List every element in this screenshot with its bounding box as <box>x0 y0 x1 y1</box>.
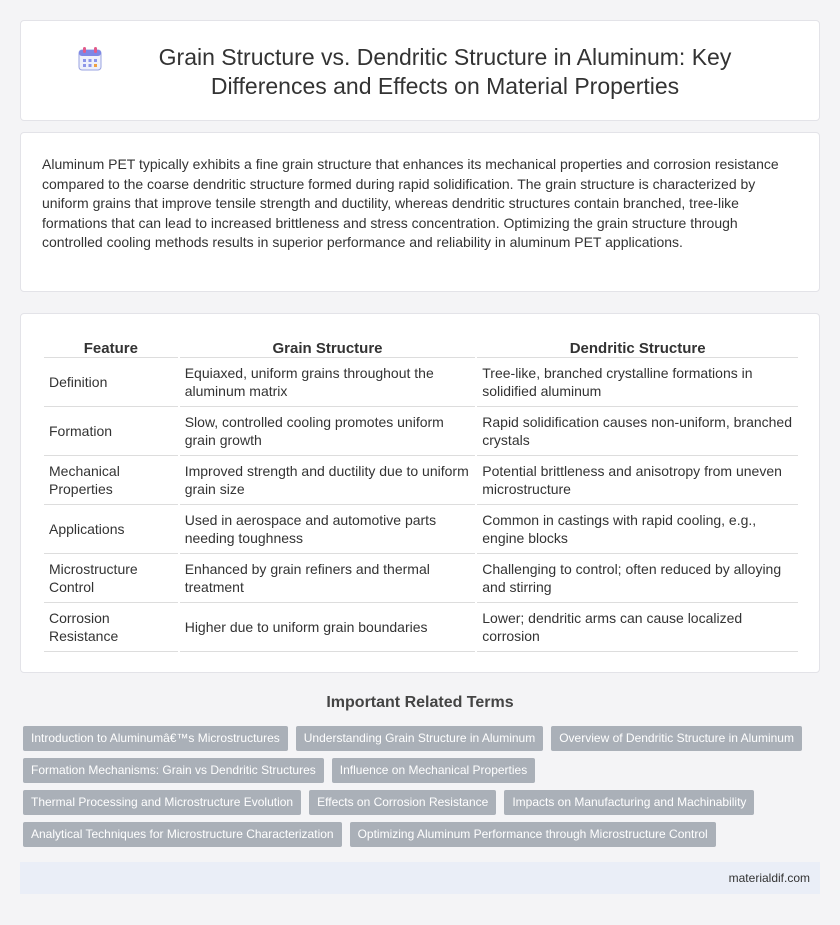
page-title: Grain Structure vs. Dendritic Structure in Aluminum: Key Differences and Effects on Material Properties <box>158 43 732 99</box>
grain-cell: Enhanced by grain refiners and thermal treatment <box>180 554 476 603</box>
tag-row <box>23 758 823 783</box>
table-header-row <box>44 336 798 358</box>
feature-cell: Definition <box>44 358 178 407</box>
dendritic-cell: Potential brittleness and anisotropy from uneven microstructure <box>477 456 798 505</box>
grain-cell: Used in aerospace and automotive parts needing toughness <box>180 505 476 554</box>
header-dendritic-structure: Dendritic Structure <box>477 336 798 358</box>
feature-cell: Microstructure Control <box>44 554 178 603</box>
related-term-tag[interactable]: Optimizing Aluminum Performance through Microstructure Control <box>350 822 716 847</box>
table-row <box>44 456 798 505</box>
header-card <box>20 20 820 121</box>
feature-cell: Mechanical Properties <box>44 456 178 505</box>
table-row <box>44 603 798 652</box>
related-term-tag[interactable]: Introduction to Aluminumâ€™s Microstructures <box>23 726 288 751</box>
grain-cell: Equiaxed, uniform grains throughout the aluminum matrix <box>180 358 476 407</box>
calendar-icon <box>77 46 103 72</box>
table-row <box>44 358 798 407</box>
feature-cell: Formation <box>44 407 178 456</box>
related-term-tag[interactable]: Thermal Processing and Microstructure Evolution <box>23 790 301 815</box>
grain-cell: Improved strength and ductility due to uniform grain size <box>180 456 476 505</box>
tag-row <box>23 822 823 847</box>
header-feature: Feature <box>44 336 178 358</box>
related-terms-list <box>23 726 823 854</box>
related-term-tag[interactable]: Analytical Techniques for Microstructure Characterization <box>23 822 342 847</box>
dendritic-cell: Common in castings with rapid cooling, e.g., engine blocks <box>477 505 798 554</box>
intro-paragraph: Aluminum PET typically exhibits a fine grain structure that enhances its mechanical properties and corrosion resistance compared to the coarse dendritic structure formed during rapid solidification. The grain structure is characterized by uniform grains that improve tensile strength and ductility, whereas dendritic structures contain branched, tree-like formations that can lead to increased brittleness and stress concentration. Optimizing the grain structure through controlled cooling methods results in superior performance and reliability in aluminum PET applications. <box>42 156 779 250</box>
related-terms-title: Important Related Terms <box>326 694 514 711</box>
grain-cell: Slow, controlled cooling promotes uniform grain growth <box>180 407 476 456</box>
related-term-tag[interactable]: Formation Mechanisms: Grain vs Dendritic Structures <box>23 758 324 783</box>
footer <box>20 862 820 894</box>
header-grain-structure: Grain Structure <box>180 336 476 358</box>
tag-row <box>23 790 823 815</box>
related-term-tag[interactable]: Influence on Mechanical Properties <box>332 758 535 783</box>
table-card <box>20 313 820 673</box>
title-wrap <box>21 21 821 122</box>
dendritic-cell: Challenging to control; often reduced by alloying and stirring <box>477 554 798 603</box>
tag-row <box>23 726 823 751</box>
feature-cell: Corrosion Resistance <box>44 603 178 652</box>
feature-cell: Applications <box>44 505 178 554</box>
footer-site-link[interactable]: materialdif.com <box>728 871 810 885</box>
related-term-tag[interactable]: Overview of Dendritic Structure in Aluminum <box>551 726 802 751</box>
related-term-tag[interactable]: Understanding Grain Structure in Aluminum <box>296 726 543 751</box>
table-row <box>44 407 798 456</box>
dendritic-cell: Tree-like, branched crystalline formations in solidified aluminum <box>477 358 798 407</box>
table-row <box>44 505 798 554</box>
intro-card <box>20 132 820 292</box>
table-row <box>44 554 798 603</box>
dendritic-cell: Rapid solidification causes non-uniform, branched crystals <box>477 407 798 456</box>
grain-cell: Higher due to uniform grain boundaries <box>180 603 476 652</box>
related-term-tag[interactable]: Effects on Corrosion Resistance <box>309 790 496 815</box>
comparison-table <box>42 336 800 652</box>
related-term-tag[interactable]: Impacts on Manufacturing and Machinability <box>504 790 754 815</box>
dendritic-cell: Lower; dendritic arms can cause localized corrosion <box>477 603 798 652</box>
